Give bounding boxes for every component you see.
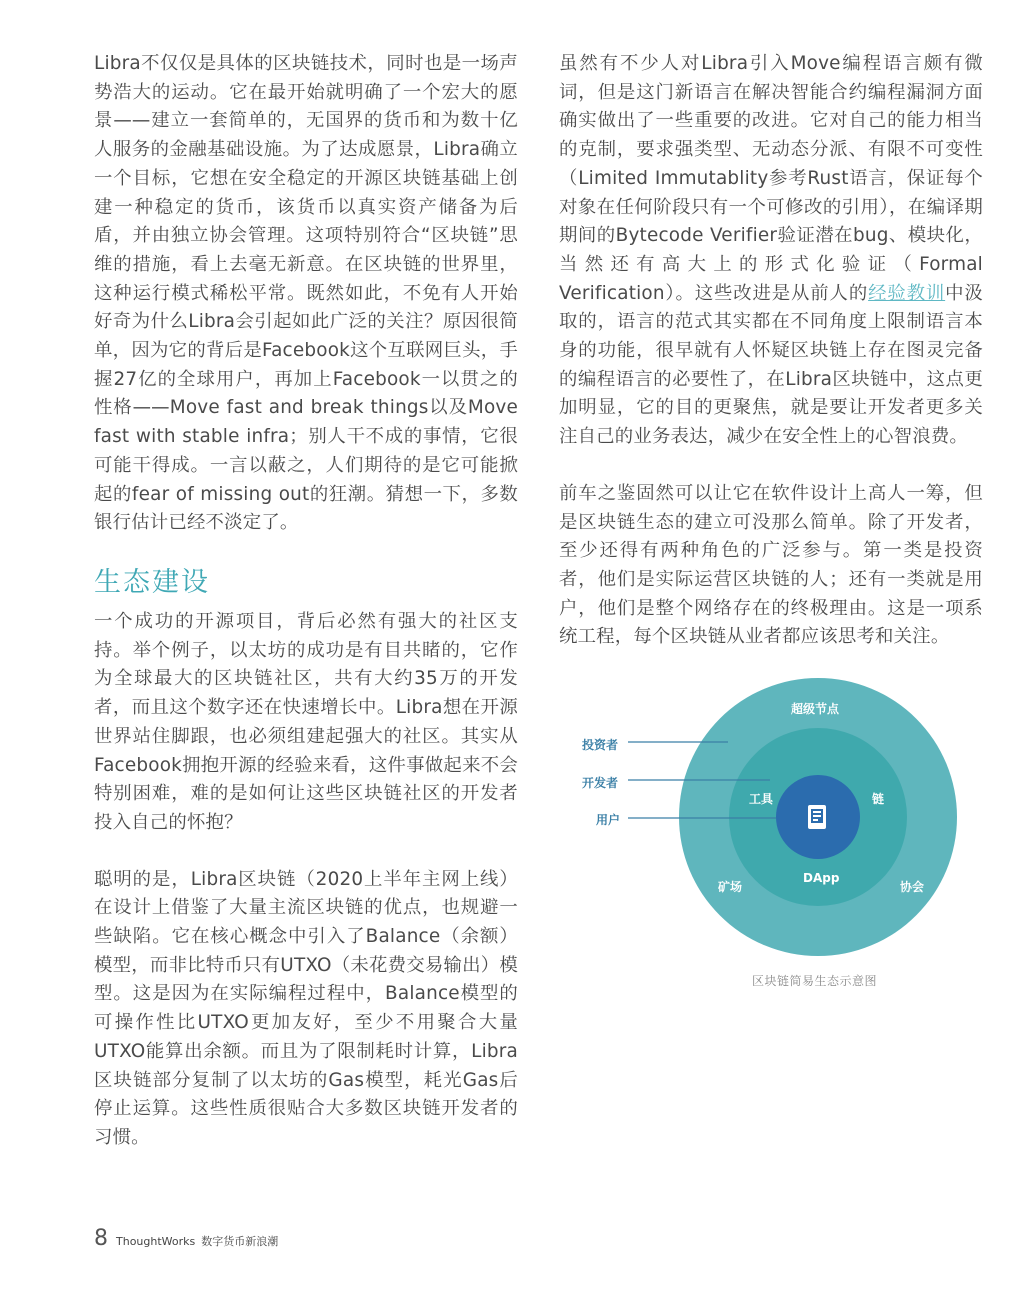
association-label: 协会 <box>900 880 925 894</box>
left-column <box>94 50 518 538</box>
ecosystem-paragraph-1: 一个成功的开源项目，背后必然有强大的社区支持。举个例子，以太坊的成功是有目共睹的，它作为全球最大的区块链社区，共有大约35万的开发者，而且这个数字还在快速增长中。Libra想在开源世界站住脚跟，也必须组建起强大的社区。其实从Facebook拥抱开源的经验来看，这件事做起来不会特别困难，难的是如何让这些区块链社区的开发者投入自己的怀抱？ <box>94 611 518 833</box>
move-text-start: 虽然有不少人对Libra引入Move编程语言颇有微词，但是这门新语言在解决智能合约编程漏洞方面确实做出了一些重要的改进。它对自己的能力相当的克制，要求强类型、无动态分派、有限不可变性（Limited Immutablity参考Rust语言，保证每个对象在任何阶段只有一个可修改的引用），在编译期期间的Bytecode Verifier验证潜在bug、模块化，当然还有高大上的形式化验证（Formal Verification）。这些改进是从前人的 <box>559 53 983 304</box>
intro-paragraph: Libra不仅仅是具体的区块链技术，同时也是一场声势浩大的运动。它在最开始就明确了一个宏大的愿景——建立一套简单的，无国界的货币和为数十亿人服务的金融基础设施。为了达成愿景，Libra确立一个目标，它想在安全稳定的开源区块链基础上创建一种稳定的货币，该货币以真实资产储备为后盾，并由独立协会管理。这项特别符合“区块链”思维的措施，看上去毫无新意。在区块链的世界里，这种运行模式稀松平常。既然如此，不免有人开始好奇为什么Libra会引起如此广泛的关注？原因很简单，因为它的背后是Facebook这个互联网巨头，手握27亿的全球用户，再加上Facebook一以贯之的性格——Move fast and break things以及Move fast with stable infra；别人干不成的事情，它很可能干得成。一言以蔽之，人们期待的是它可能掀起的fear of missing out的狂潮。猜想一下，多数银行估计已经不淡定了。 <box>94 53 518 534</box>
ecosystem-section <box>94 608 518 1153</box>
mining-label: 矿场 <box>718 880 743 894</box>
right-column <box>559 50 983 652</box>
ecosystem-roles-paragraph: 前车之鉴固然可以让它在软件设计上高人一筹，但是区块链生态的建立可没那么简单。除了开发者，至少还得有两种角色的广泛参与。第一类是投资者，他们是实际运营区块链的人；还有一类就是用户，他们是整个网络存在的终极理由。这是一项系统工程，每个区块链从业者都应该思考和关注。 <box>559 482 983 648</box>
developer-label: 开发者 <box>582 776 619 790</box>
dapp-label: DApp <box>803 871 840 885</box>
publication-title: 数字货币新浪潮 <box>201 1235 279 1248</box>
user-label: 用户 <box>596 813 621 827</box>
page-number: 8 <box>94 1226 108 1251</box>
super-node-label: 超级节点 <box>791 702 840 716</box>
investor-label: 投资者 <box>582 738 619 752</box>
ecosystem-paragraph-2: 聪明的是，Libra区块链（2020上半年主网上线）在设计上借鉴了大量主流区块链的优点，也规避一些缺陷。它在核心概念中引入了Balance（余额）模型，而非比特币只有UTXO（未花费交易输出）模型。这是因为在实际编程过程中，Balance模型的可操作性比UTXO更加友好，至少不用聚合大量UTXO能算出余额。而且为了限制耗时计算，Libra区块链部分复制了以太坊的Gas模型，耗光Gas后停止运算。这些性质很贴合大多数区块链开发者的习惯。 <box>94 868 518 1148</box>
mobile-app-icon <box>808 805 826 829</box>
chain-label: 链 <box>872 792 885 806</box>
tools-label: 工具 <box>749 792 774 806</box>
diagram-caption: 区块链简易生态示意图 <box>752 974 878 988</box>
ecosystem-rings <box>570 672 990 972</box>
page-footer <box>94 1226 278 1251</box>
section-heading: 生态建设 <box>94 567 210 598</box>
lessons-link[interactable]: 经验教训 <box>868 282 946 304</box>
move-language-paragraph <box>559 50 983 452</box>
move-text-end: 中汲取的，语言的范式其实都在不同角度上限制语言本身的功能，很早就有人怀疑区块链上存在图灵完备的编程语言的必要性了，在Libra区块链中，这点更加明显，它的目的更聚焦，就是要让开发者更多关注自己的业务表达，减少在安全性上的心智浪费。 <box>559 282 983 448</box>
ecosystem-diagram <box>570 672 990 1002</box>
brand-name: ThoughtWorks <box>116 1235 196 1248</box>
